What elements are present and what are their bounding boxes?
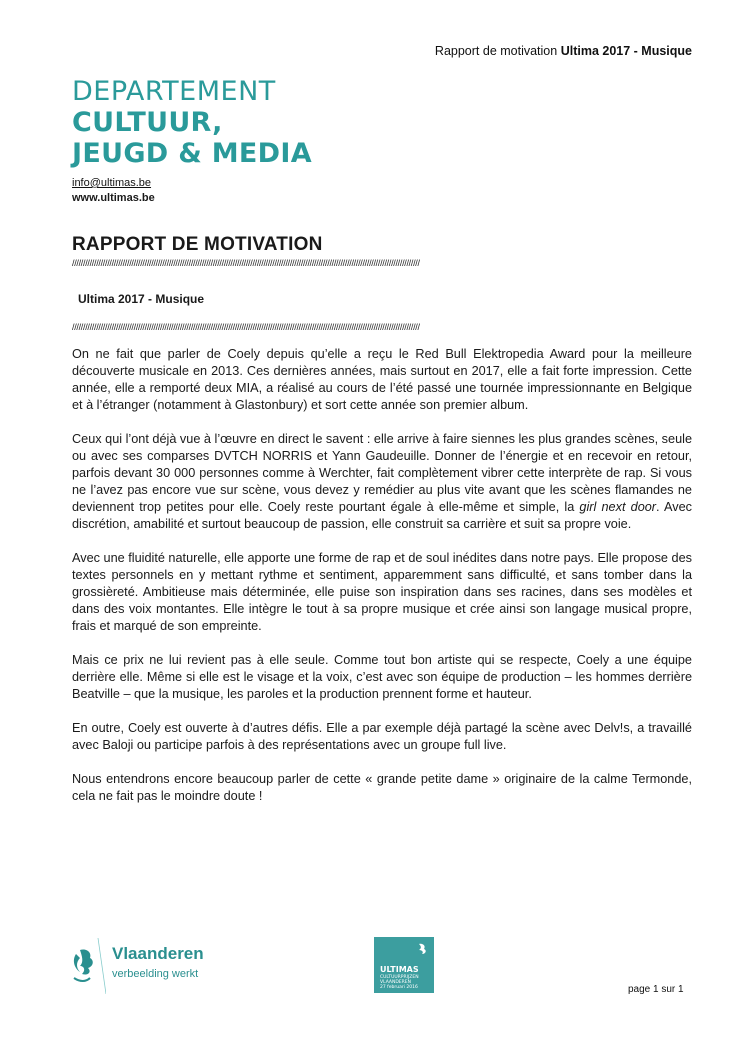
lion-icon <box>416 941 430 957</box>
vlaanderen-name: Vlaanderen <box>112 944 204 963</box>
separator-line-bottom: ////////////////////////////////////////////////////////////////////////////////////////////////////////////////////////////////////////////////////////////// <box>72 322 420 332</box>
ultimas-date: 27 februari 2016 <box>380 985 418 990</box>
header-title: Ultima 2017 - Musique <box>560 44 692 58</box>
document-title: RAPPORT DE MOTIVATION <box>72 234 323 255</box>
paragraph-3: Avec une fluidité naturelle, elle apporte une forme de rap et de soul inédites dans notre pays. Elle propose des textes personnels en y mettant rythme et sentiment, apparemment sans difficulté, et sans tomber dans la grossièreté. Ambitieuse mais déterminée, elle puise son inspiration dans ses racines, dans ses modèles et dans des voix montantes. Elle intègre le tout à sa propre musique et crée ainsi son langage musical propre, frais et marqué de son empreinte. <box>72 551 692 633</box>
vlaanderen-tagline: verbeelding werkt <box>112 968 199 980</box>
ultimas-name: ULTIMAS <box>380 965 419 974</box>
vlaanderen-logo <box>70 938 240 994</box>
paragraph-5: En outre, Coely est ouverte à d’autres défis. Elle a par exemple déjà partagé la scène avec Delv!s, a travaillé avec Baloji ou participe parfois à des représentations avec un groupe full live. <box>72 721 692 752</box>
flemish-lion-icon <box>70 938 106 994</box>
department-line-2: CULTUUR, <box>72 107 223 138</box>
paragraph-2: Ceux qui l’ont déjà vue à l’œuvre en direct le savent : elle arrive à faire siennes les plus grandes scènes, seule ou avec ses comparses DVTCH NORRIS et Yann Gaudeuille. Donner de l’énergie et en recevoir en retour, parfois devant 30 000 personnes comme à Werchter, fait complètement vibrer cette interprète de rap. Si vous ne l’avez pas encore vue sur scène, vous devez y remédier au plus vite avant que les scènes flamandes ne deviennent trop petites pour elle. Coely reste pourtant égale à elle-même et simple, la girl next door. Avec discrétion, amabilité et surtout beaucoup de passion, elle construit sa carrière et suit sa propre voie. <box>72 432 693 531</box>
ultimas-logo <box>374 937 434 993</box>
email-link[interactable]: info@ultimas.be <box>72 177 152 189</box>
page-header <box>435 44 692 58</box>
ultimas-subtitle: CULTUURPRIJZEN VLAANDEREN <box>380 975 419 985</box>
paragraph-4: Mais ce prix ne lui revient pas à elle seule. Comme tout bon artiste qui se respecte, Coely a une équipe derrière elle. Même si elle est le visage et la voix, c’est avec son équipe de production – les hommes derrière Beatville – que la musique, les paroles et la production prennent forme et hauteur. <box>72 653 692 701</box>
document-subtitle: Ultima 2017 - Musique <box>78 292 205 306</box>
separator-line-top: ////////////////////////////////////////////////////////////////////////////////////////////////////////////////////////////////////////////////////////////// <box>72 258 420 268</box>
department-logo <box>72 76 312 169</box>
page-number: page 1 sur 1 <box>628 984 684 995</box>
header-prefix: Rapport de motivation <box>434 44 558 58</box>
emphasis-text: girl next door <box>579 500 657 514</box>
paragraph-6: Nous entendrons encore beaucoup parler de cette « grande petite dame » originaire de la calme Termonde, cela ne fait pas le moindre doute ! <box>72 772 692 803</box>
department-line-1: DEPARTEMENT <box>72 76 276 107</box>
contact-block <box>72 176 155 206</box>
paragraph-1: On ne fait que parler de Coely depuis qu’elle a reçu le Red Bull Elektropedia Award pour la meilleure découverte musicale en 2013. Ces dernières années, mais surtout en 2017, elle a fait forte impression. Cette année, elle a remporté deux MIA, a réalisé au cours de l’été passé une tournée impressionnante en Belgique et à l’étranger (notamment à Glastonbury) et sort cette année son premier album. <box>72 347 692 412</box>
website-text: www.ultimas.be <box>72 192 155 204</box>
document-body <box>72 346 692 822</box>
department-line-3: JEUGD & MEDIA <box>72 138 312 169</box>
